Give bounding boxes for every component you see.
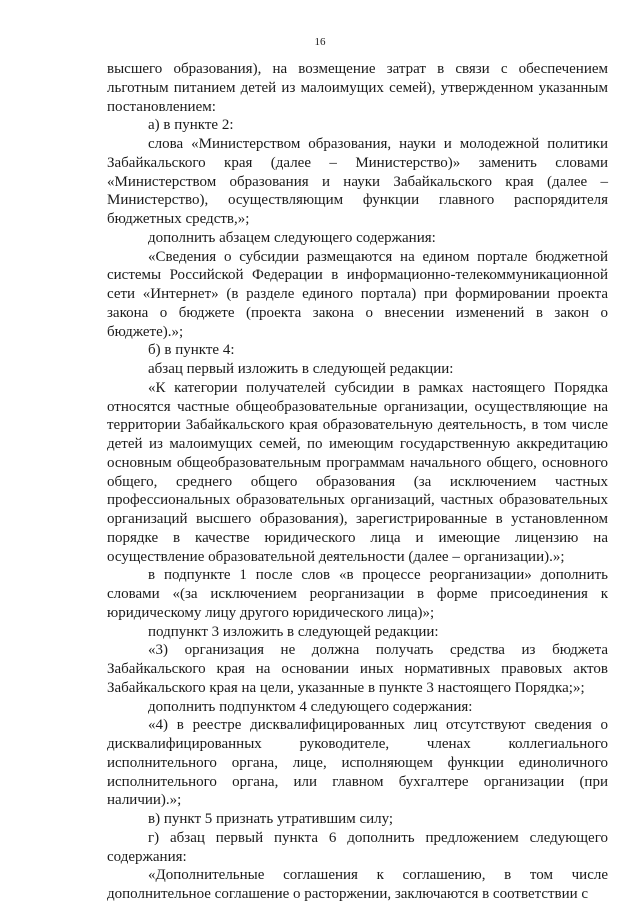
paragraph: а) в пункте 2:: [148, 117, 234, 134]
paragraph: подпункт 3 изложить в следующей редакции:: [148, 623, 439, 640]
paragraph: слова «Министерством образования, науки и молодежной политики Забайкальского края (далее – Министерство)» заменить словами «Министерством образования и науки Забайкальского края (далее – Министерство), осуществляющим функции главного распорядителя бюджетных средств,»;: [107, 136, 608, 227]
paragraph: «4) в реестре дисквалифицированных лиц отсутствуют сведения о дисквалифицированных руководителе, членах коллегиального исполнительного органа, лице, исполняющем функции единоличного исполнительного органа, или главном бухгалтере организации (при наличии).»;: [107, 717, 608, 809]
paragraph: г) абзац первый пункта 6 дополнить предложением следующего содержания:: [107, 829, 608, 865]
paragraph: дополнить подпунктом 4 следующего содержания:: [148, 698, 473, 715]
body-text: [107, 60, 608, 904]
paragraph: «К категории получателей субсидии в рамках настоящего Порядка относятся частные общеобразовательные организации, осуществляющие на территории Забайкальского края образовательную деятельность, в том числе детей из малоимущих семей, по имеющим государственную аккредитацию основным общеобразовательным программам начального общего, основного общего, среднего общего образования (за исключением частных профессиональных образовательных организаций, частных образовательных организаций высшего образования), зарегистрированные в установленном порядке в качестве юридического лица и имеющие лицензию на осуществление образовательной деятельности (далее – организации).»;: [107, 379, 608, 565]
paragraph: высшего образования), на возмещение затрат в связи с обеспечением льготным питанием детей из малоимущих семей), утвержденном указанным постановлением:: [107, 61, 608, 115]
paragraph: б) в пункте 4:: [148, 342, 235, 359]
paragraph: в) пункт 5 признать утратившим силу;: [148, 811, 394, 827]
page-number: 16: [314, 36, 326, 48]
paragraph: «Сведения о субсидии размещаются на едином портале бюджетной системы Российской Федерации в информационно-телекоммуникационной сети «Интернет» (в разделе единого портала) при формировании проекта закона о бюджете (проекта закона о внесении изменений в закон о бюджете).»;: [107, 248, 608, 340]
paragraph: в подпункте 1 после слов «в процессе реорганизации» дополнить словами «(за исключением реорганизации в форме присоединения к юридическому лицу другого юридического лица)»;: [107, 567, 608, 621]
paragraph: абзац первый изложить в следующей редакции:: [148, 361, 454, 377]
paragraph: дополнить абзацем следующего содержания:: [148, 229, 436, 246]
paragraph: «3) организация не должна получать средства из бюджета Забайкальского края на основании иных нормативных правовых актов Забайкальского края на цели, указанные в пункте 3 настоящего Порядка;»;: [107, 642, 608, 696]
paragraph: «Дополнительные соглашения к соглашению, в том числе дополнительное соглашение о расторжении, заключаются в соответствии с: [107, 867, 608, 902]
